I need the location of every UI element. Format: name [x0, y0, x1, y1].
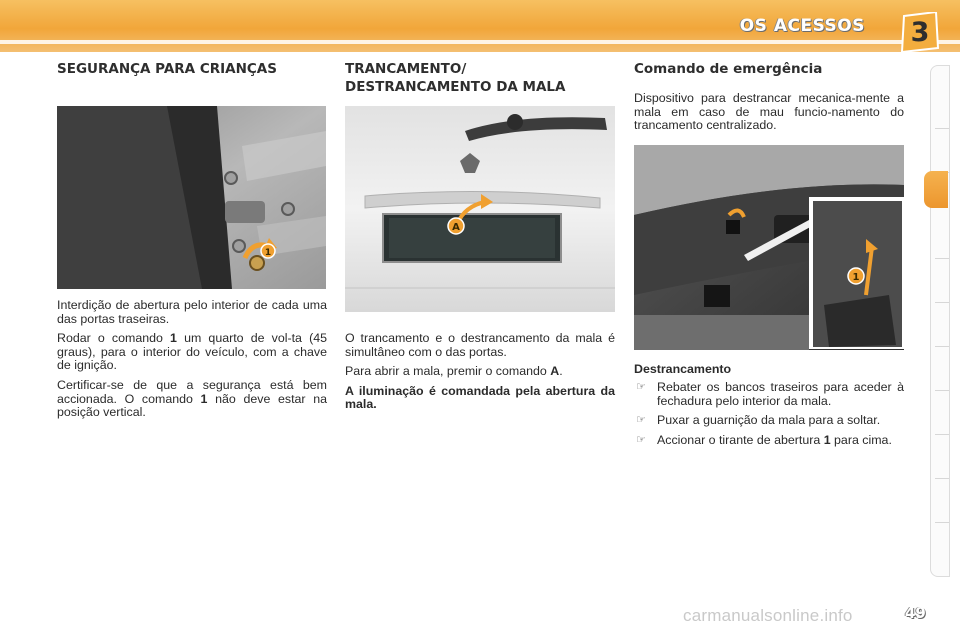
- tab-divider: [935, 434, 949, 435]
- text-run-bold: 1: [200, 391, 208, 406]
- pointing-hand-icon: ☞: [636, 381, 646, 393]
- paragraph-bold: A iluminação é comandada pela abertura da mala.: [345, 383, 615, 412]
- chapter-tab-active[interactable]: [924, 171, 948, 208]
- tab-divider: [935, 478, 949, 479]
- step-text-bold: 1: [823, 432, 831, 447]
- emergency-release-photo: [634, 145, 904, 350]
- text-run: .: [559, 364, 563, 379]
- step-text: Puxar a guarnição da mala para a soltar.: [657, 413, 881, 428]
- tab-divider: [935, 522, 949, 523]
- section-trunk-locking: [345, 60, 615, 96]
- text-run: um quarto de vol-ta (45 graus), para o interior do veículo, com a chave de ignição.: [57, 331, 327, 373]
- unlocking-steps: [634, 362, 904, 453]
- text-run-bold: 1: [170, 331, 177, 346]
- watermark: carmanualsonline.info: [683, 606, 853, 625]
- tab-divider: [935, 302, 949, 303]
- trunk-photo: [345, 106, 615, 312]
- text-run: Rodar o comando: [57, 331, 171, 346]
- section-title-line: TRANCAMENTO/: [345, 61, 467, 77]
- section-child-safety: [57, 60, 327, 78]
- text-run-bold: A: [550, 364, 560, 379]
- paragraph: O trancamento e o destrancamento da mala é simultâneo com o das portas.: [345, 331, 615, 359]
- child-lock-label: 1: [264, 248, 272, 258]
- trunk-control-label: A: [452, 222, 460, 233]
- paragraph: Dispositivo para destrancar mecanica-mente a mala em caso de mau funcio-namento do trancamento centralizado.: [634, 91, 904, 133]
- pointing-hand-icon: ☞: [636, 433, 646, 446]
- section-title-line: DESTRANCAMENTO DA MALA: [345, 79, 566, 95]
- step-text: Accionar o tirante de abertura: [657, 432, 824, 447]
- child-lock-photo: [57, 106, 326, 289]
- paragraph: [57, 379, 327, 420]
- tab-divider: [935, 258, 949, 259]
- text-run: Para abrir a mala, premir o comando: [345, 364, 551, 379]
- list-item: [634, 381, 904, 408]
- section-title: Comando de emergência: [634, 61, 823, 77]
- chapter-badge: [900, 12, 940, 52]
- subtitle: Destrancamento: [634, 362, 732, 376]
- header-stripe: [0, 40, 960, 44]
- pointing-hand-icon: ☞: [636, 414, 646, 427]
- list-item: [634, 434, 904, 448]
- text-run: não deve estar na posição vertical.: [57, 391, 327, 420]
- chapter-number: 3: [910, 17, 930, 48]
- section-title: SEGURANÇA PARA CRIANÇAS: [57, 61, 277, 77]
- page-number: 49: [905, 604, 926, 622]
- paragraph: [57, 332, 327, 373]
- text-run: Certificar-se de que a segurança está bem accionada. O comando: [57, 377, 327, 406]
- tab-divider: [935, 390, 949, 391]
- step-text: para cima.: [830, 432, 892, 447]
- chapter-tab-rail: [930, 65, 950, 577]
- section-emergency-control: [634, 60, 904, 139]
- list-item: [634, 414, 904, 428]
- release-pull-label: 1: [852, 272, 860, 283]
- step-text: Rebater os bancos traseiros para aceder à fechadura pelo interior da mala.: [657, 380, 904, 408]
- paragraph: Interdição de abertura pelo interior de cada uma das portas traseiras.: [57, 298, 327, 326]
- trunk-locking-text: [345, 332, 615, 418]
- tab-divider: [935, 346, 949, 347]
- steps-list: [634, 381, 904, 447]
- chapter-title: OS ACESSOS: [739, 16, 865, 36]
- paragraph: [345, 365, 615, 379]
- child-safety-text: [57, 299, 327, 426]
- tab-divider: [935, 128, 949, 129]
